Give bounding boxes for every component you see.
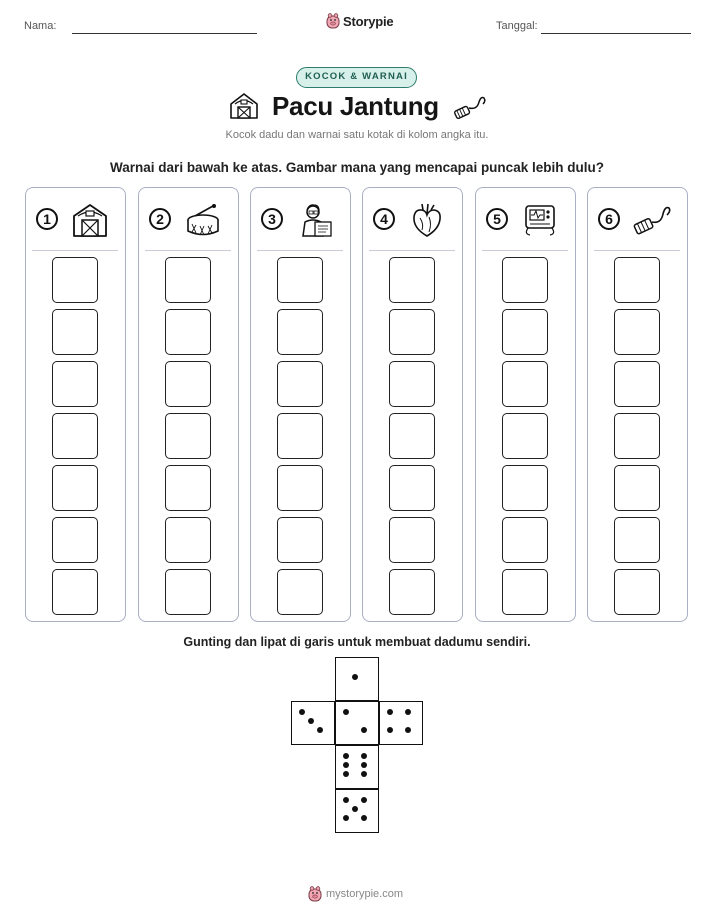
color-box[interactable] <box>165 413 211 459</box>
column-2 <box>138 187 239 622</box>
color-box[interactable] <box>614 569 660 615</box>
color-box[interactable] <box>165 361 211 407</box>
color-box[interactable] <box>165 257 211 303</box>
dice-face-5 <box>335 789 379 833</box>
color-box[interactable] <box>502 413 548 459</box>
column-number: 1 <box>36 208 58 230</box>
color-box[interactable] <box>277 569 323 615</box>
color-box[interactable] <box>52 257 98 303</box>
name-line[interactable] <box>72 33 257 34</box>
dice-face-1 <box>335 657 379 701</box>
color-box[interactable] <box>389 309 435 355</box>
dice-pip <box>352 674 358 680</box>
stethoscope-icon <box>632 202 672 238</box>
color-box[interactable] <box>389 257 435 303</box>
pig-mascot-icon <box>308 886 322 902</box>
drum-icon <box>183 202 223 238</box>
column-divider <box>32 250 118 251</box>
dice-pip <box>387 709 393 715</box>
color-box[interactable] <box>389 413 435 459</box>
dice-face-3 <box>291 701 335 745</box>
color-box[interactable] <box>389 465 435 511</box>
dice-pip <box>387 727 393 733</box>
dice-pip <box>299 709 305 715</box>
dice-pip <box>343 753 349 759</box>
color-box[interactable] <box>502 517 548 563</box>
column-3 <box>250 187 351 622</box>
heart-monitor-icon <box>520 202 560 238</box>
column-number: 2 <box>149 208 171 230</box>
scientist-icon <box>295 202 335 238</box>
color-box[interactable] <box>389 361 435 407</box>
dice-pip <box>361 815 367 821</box>
dice-pip <box>317 727 323 733</box>
dice-face-6 <box>335 745 379 789</box>
color-box[interactable] <box>502 309 548 355</box>
column-number: 4 <box>373 208 395 230</box>
column-header <box>476 188 574 250</box>
instruction: Warnai dari bawah ke atas. Gambar mana yang mencapai puncak lebih dulu? <box>110 160 604 175</box>
dice-pip <box>343 762 349 768</box>
column-divider <box>257 250 343 251</box>
color-box[interactable] <box>165 569 211 615</box>
color-box[interactable] <box>502 257 548 303</box>
color-box[interactable] <box>389 517 435 563</box>
color-box[interactable] <box>277 413 323 459</box>
color-box[interactable] <box>52 361 98 407</box>
color-box[interactable] <box>52 309 98 355</box>
dice-pip <box>361 762 367 768</box>
cut-instruction: Gunting dan lipat di garis untuk membuat dadumu sendiri. <box>183 635 531 649</box>
column-divider <box>145 250 231 251</box>
color-box[interactable] <box>52 569 98 615</box>
page-title: Pacu Jantung <box>272 91 439 121</box>
column-header <box>251 188 349 250</box>
dice-pip <box>361 771 367 777</box>
color-box[interactable] <box>277 257 323 303</box>
color-box[interactable] <box>277 309 323 355</box>
dice-pip <box>308 718 314 724</box>
dice-pip <box>343 709 349 715</box>
color-box[interactable] <box>277 465 323 511</box>
date-label: Tanggal: <box>496 20 538 32</box>
dice-pip <box>405 727 411 733</box>
column-header <box>588 188 686 250</box>
color-box[interactable] <box>502 569 548 615</box>
column-number: 3 <box>261 208 283 230</box>
dice-face-4 <box>379 701 423 745</box>
color-box[interactable] <box>52 465 98 511</box>
name-label: Nama: <box>24 20 57 32</box>
column-6 <box>587 187 688 622</box>
column-1 <box>25 187 126 622</box>
dice-pip <box>361 797 367 803</box>
color-box[interactable] <box>614 517 660 563</box>
color-box[interactable] <box>52 413 98 459</box>
column-divider <box>369 250 455 251</box>
color-box[interactable] <box>614 361 660 407</box>
dice-pip <box>361 727 367 733</box>
column-number: 5 <box>486 208 508 230</box>
dice-pip <box>361 753 367 759</box>
dice-pip <box>352 806 358 812</box>
column-4 <box>362 187 463 622</box>
column-header <box>139 188 237 250</box>
color-box[interactable] <box>614 257 660 303</box>
activity-tag: KOCOK & WARNAI <box>296 67 417 88</box>
color-box[interactable] <box>165 465 211 511</box>
pig-mascot-icon <box>326 13 340 29</box>
heart-organ-icon <box>407 202 447 238</box>
dice-pip <box>343 797 349 803</box>
color-box[interactable] <box>614 465 660 511</box>
brand-logo <box>326 13 393 29</box>
color-box[interactable] <box>502 465 548 511</box>
dice-pip <box>405 709 411 715</box>
date-line[interactable] <box>541 33 691 34</box>
brand-name: Storypie <box>343 13 394 29</box>
color-box[interactable] <box>389 569 435 615</box>
color-box[interactable] <box>52 517 98 563</box>
subtitle: Kocok dadu dan warnai satu kotak di kolom angka itu. <box>225 129 489 141</box>
column-header <box>26 188 124 250</box>
color-box[interactable] <box>502 361 548 407</box>
footer-url: mystorypie.com <box>326 888 404 900</box>
column-number: 6 <box>598 208 620 230</box>
column-divider <box>482 250 568 251</box>
barn-icon <box>70 202 110 238</box>
dice-pip <box>343 771 349 777</box>
stethoscope-icon <box>453 94 487 120</box>
column-5 <box>475 187 576 622</box>
color-box[interactable] <box>614 413 660 459</box>
color-box[interactable] <box>165 517 211 563</box>
color-box[interactable] <box>277 517 323 563</box>
column-header <box>363 188 461 250</box>
dice-pip <box>343 815 349 821</box>
color-box[interactable] <box>165 309 211 355</box>
barn-icon <box>229 92 259 120</box>
column-divider <box>594 250 680 251</box>
dice-face-2 <box>335 701 379 745</box>
footer <box>308 886 403 902</box>
color-box[interactable] <box>277 361 323 407</box>
color-box[interactable] <box>614 309 660 355</box>
